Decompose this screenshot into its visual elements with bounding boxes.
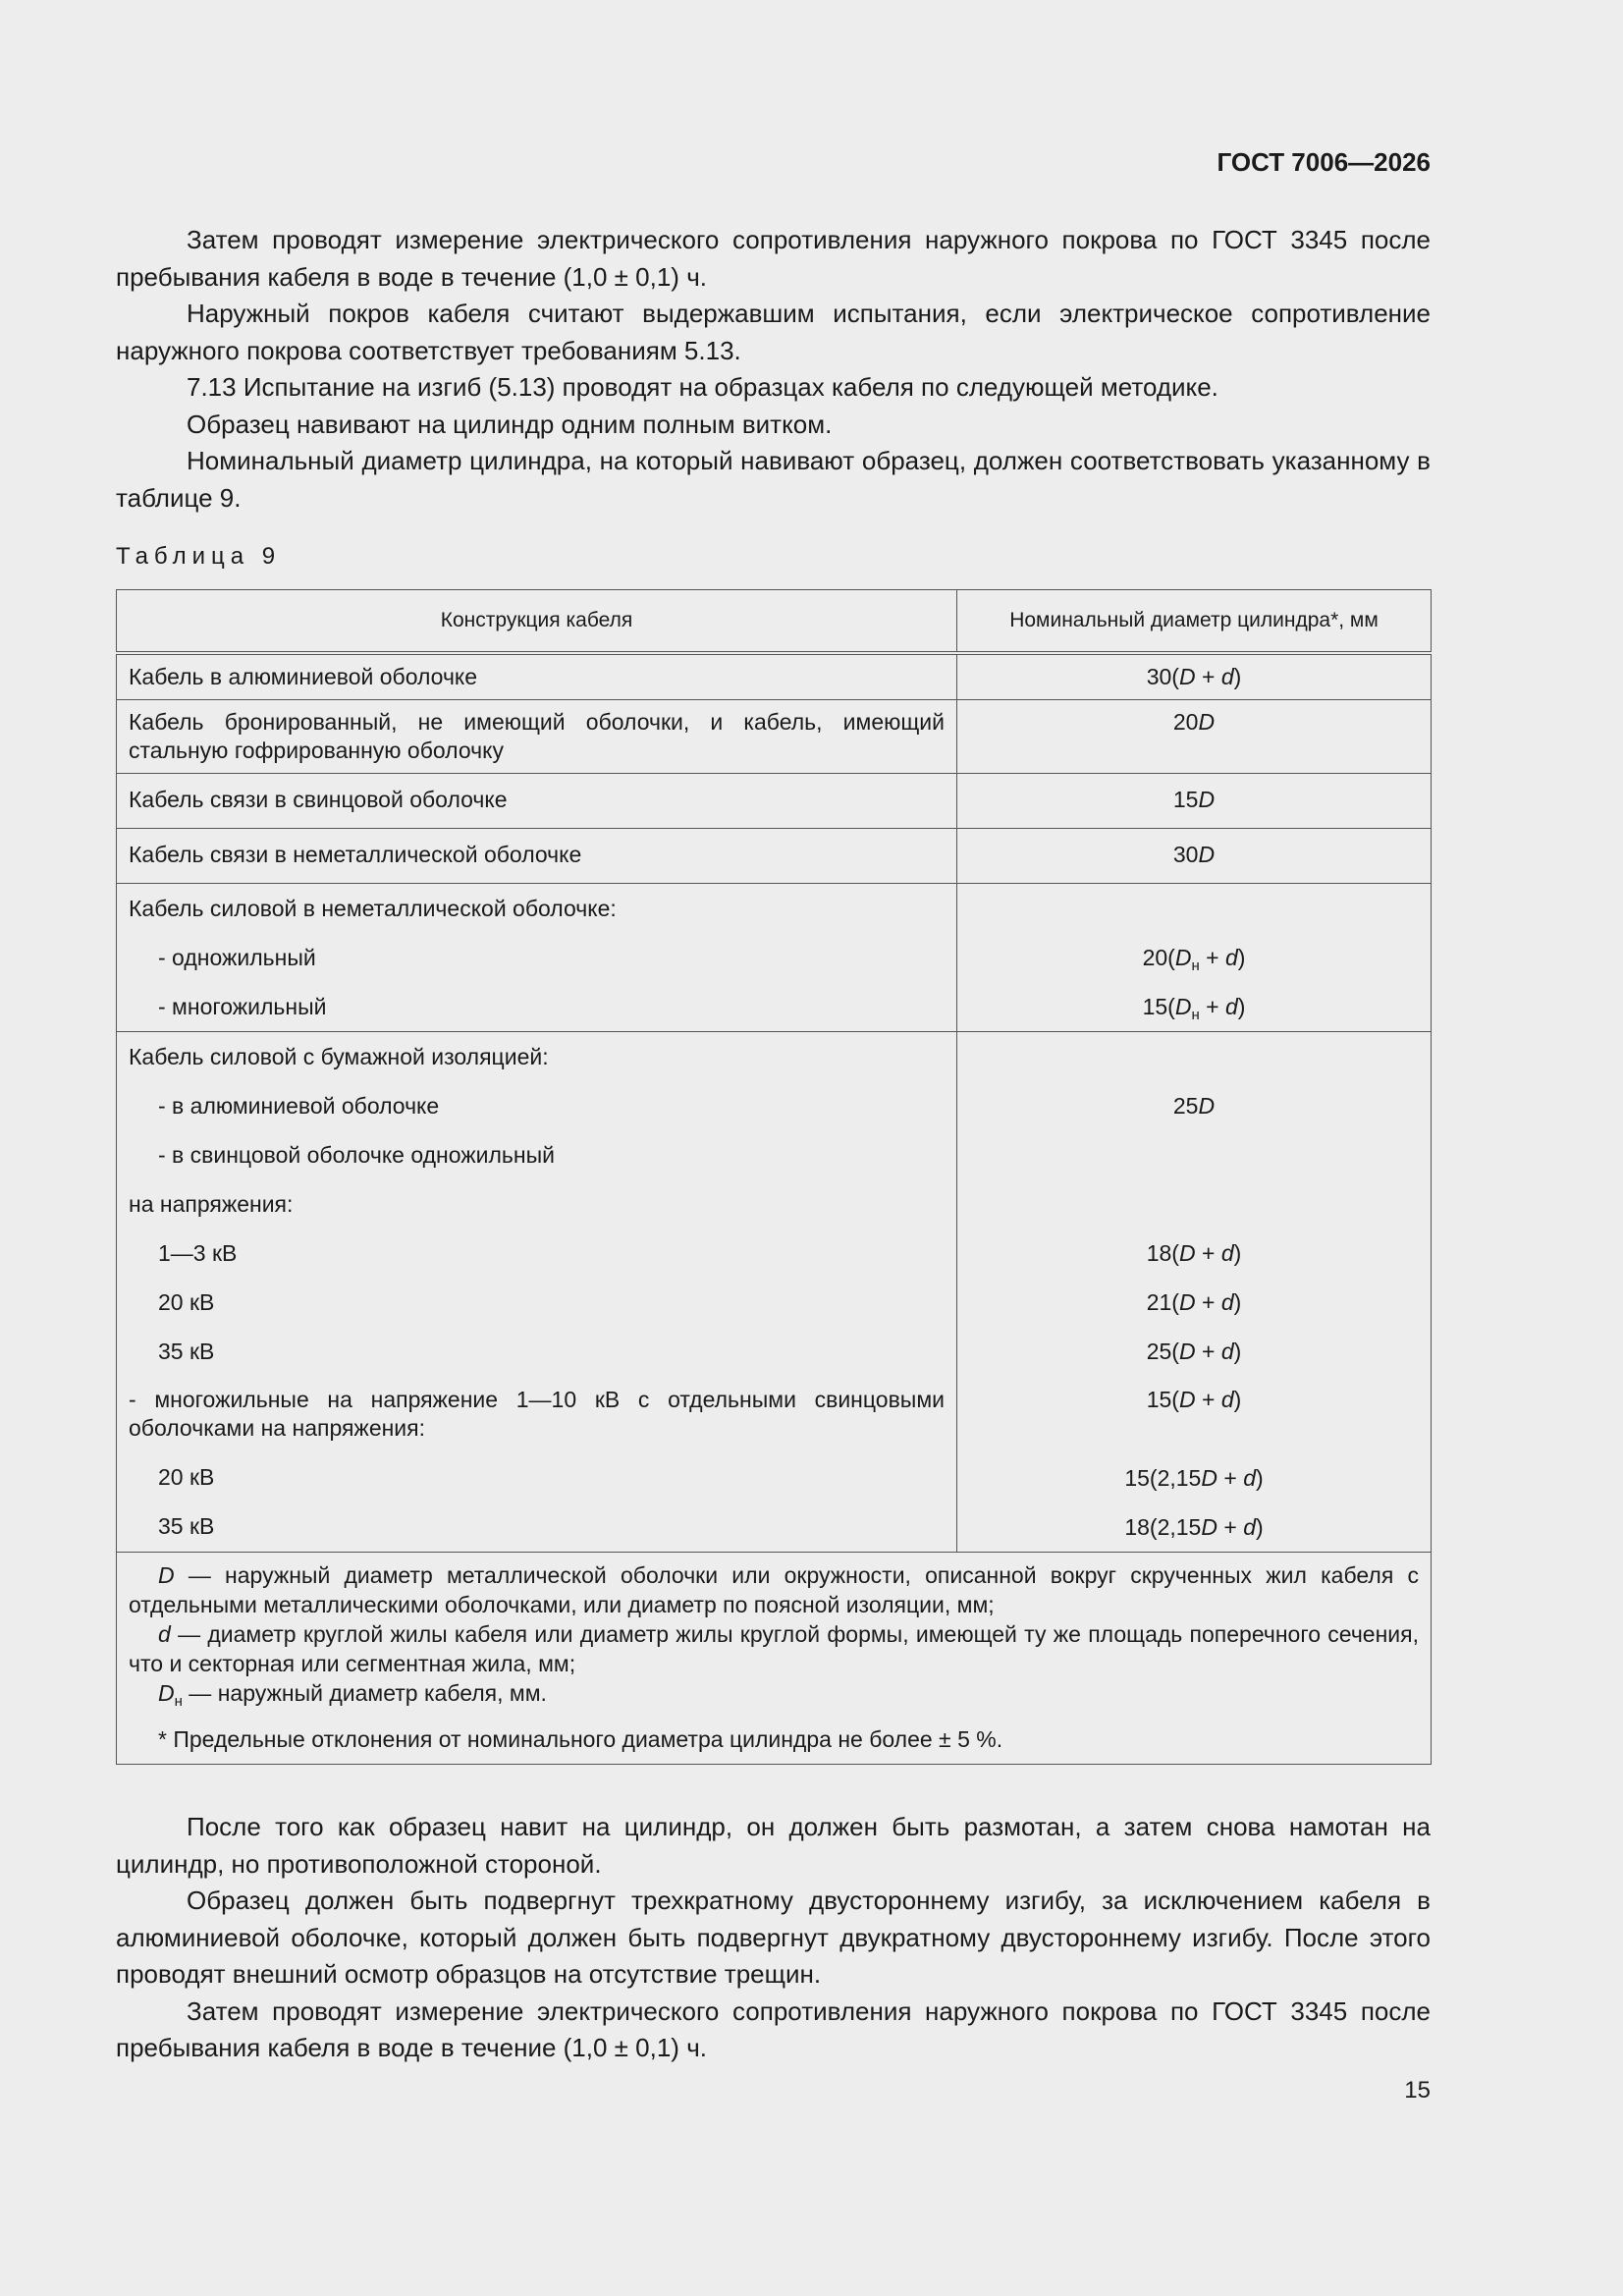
paragraph: После того как образец навит на цилиндр, он должен быть размотан, а затем снова намотан на цилиндр, но противоположной стороной. (116, 1812, 1431, 1879)
row-value: 30D (957, 829, 1432, 884)
table-notes (117, 1553, 1432, 1765)
note-d: d — диаметр круглой жилы кабеля или диаметр жилы круглой формы, имеющей ту же площадь поперечного сечения, что и секторная или сегментная жила, мм; (129, 1621, 1419, 1676)
table-row (117, 653, 1432, 700)
row-value: 15D (957, 774, 1432, 829)
paragraph: Затем проводят измерение электрического сопротивления наружного покрова по ГОСТ 3345 после пребывания кабеля в воде в течение (1,0 ± 0,1) ч. (116, 225, 1431, 292)
row-value: 30(D + d) (957, 653, 1432, 700)
table-caption: Таблица 9 (116, 543, 282, 570)
table-row (117, 774, 1432, 829)
paragraph-clause-7-13: 7.13 Испытание на изгиб (5.13) проводят на образцах кабеля по следующей методике. (187, 372, 1218, 402)
voltage-name: 35 кВ (158, 1513, 215, 1539)
table-group-row (117, 1032, 1432, 1553)
group-title: Кабель силовой с бумажной изоляцией: (129, 1044, 549, 1069)
table-group-row (117, 884, 1432, 1032)
row-name: Кабель связи в неметаллической оболочке (117, 829, 957, 884)
group-item-name: - одножильный (158, 945, 316, 970)
row-name: Кабель бронированный, не имеющий оболочки, и кабель, имеющий стальную гофрированную оболочку (117, 700, 957, 774)
table-notes-row (117, 1553, 1432, 1765)
note-D: D — наружный диаметр металлической оболочки или окружности, описанной вокруг скрученных жил кабеля с отдельными металлическими оболочками, или диаметр по поясной изоляции, мм; (129, 1562, 1419, 1617)
group-names (117, 1032, 957, 1553)
paragraph: Наружный покров кабеля считают выдержавшим испытания, если электрическое сопротивление наружного покрова соответствует требованиям 5.13. (116, 299, 1431, 365)
table-row (117, 700, 1432, 774)
paragraph: Образец навивают на цилиндр одним полным витком. (187, 409, 833, 439)
standard-designation: ГОСТ 7006—2026 (1217, 147, 1431, 177)
page-number: 15 (1404, 2077, 1431, 2104)
table-footnote: * Предельные отклонения от номинального диаметра цилиндра не более ± 5 %. (158, 1726, 1003, 1752)
group-values (957, 1032, 1432, 1553)
table-9 (116, 589, 1432, 1765)
row-value: 20D (957, 700, 1432, 774)
voltage-value: 18(D + d) (1146, 1240, 1242, 1266)
multi-core-value: 15(D + d) (1146, 1387, 1242, 1412)
voltage-name: 20 кВ (158, 1464, 215, 1490)
column-header-construction: Конструкция кабеля (117, 590, 957, 654)
paragraph: Образец должен быть подвергнут трехкратному двустороннему изгибу, за исключением кабеля в алюминиевой оболочке, который должен быть подвергнут двукратному двустороннему изгибу. После этого проводят внешний осмотр образцов на отсутствие трещин. (116, 1886, 1431, 1989)
group-item-value: $15(D_н + d)$ (1142, 994, 1246, 1023)
voltage-name: 35 кВ (158, 1339, 215, 1364)
multi-core-name: - многожильные на напряжение 1—10 кВ с отдельными свинцовыми оболочками на напряжения: (129, 1387, 945, 1441)
bottom-text (116, 1809, 1431, 2067)
column-header-diameter: Номинальный диаметр цилиндра*, мм (957, 590, 1432, 654)
voltage-value: 18(2,15D + d) (1124, 1514, 1264, 1540)
group-item-value: 25D (1172, 1093, 1216, 1119)
voltage-value: 15(2,15D + d) (1124, 1465, 1264, 1491)
group-names (117, 884, 957, 1032)
voltage-name: 1—3 кВ (158, 1240, 238, 1266)
voltage-name: 20 кВ (158, 1289, 215, 1315)
group-item-name: - в алюминиевой оболочке (158, 1093, 440, 1119)
voltage-label: на напряжения: (129, 1191, 294, 1217)
row-name: Кабель связи в свинцовой оболочке (117, 774, 957, 829)
table-row (117, 829, 1432, 884)
group-values (957, 884, 1432, 1032)
paragraph: Номинальный диаметр цилиндра, на который навивают образец, должен соответствовать указанному в таблице 9. (116, 446, 1431, 513)
group-item-name: - в свинцовой оболочке одножильный (158, 1142, 555, 1168)
voltage-value: 25(D + d) (1146, 1339, 1242, 1364)
note-Dn: $D_н$ — наружный диаметр кабеля, мм. (158, 1680, 547, 1710)
table-header-row (117, 590, 1432, 654)
top-text (116, 222, 1431, 517)
row-name: Кабель в алюминиевой оболочке (117, 653, 957, 700)
group-title: Кабель силовой в неметаллической оболочке: (129, 896, 617, 921)
voltage-value: 21(D + d) (1146, 1289, 1242, 1315)
group-item-value: $20(D_н + d)$ (1142, 945, 1246, 974)
group-item-name: - многожильный (158, 994, 327, 1019)
paragraph: Затем проводят измерение электрического сопротивления наружного покрова по ГОСТ 3345 после пребывания кабеля в воде в течение (1,0 ± 0,1) ч. (116, 1995, 1431, 2062)
